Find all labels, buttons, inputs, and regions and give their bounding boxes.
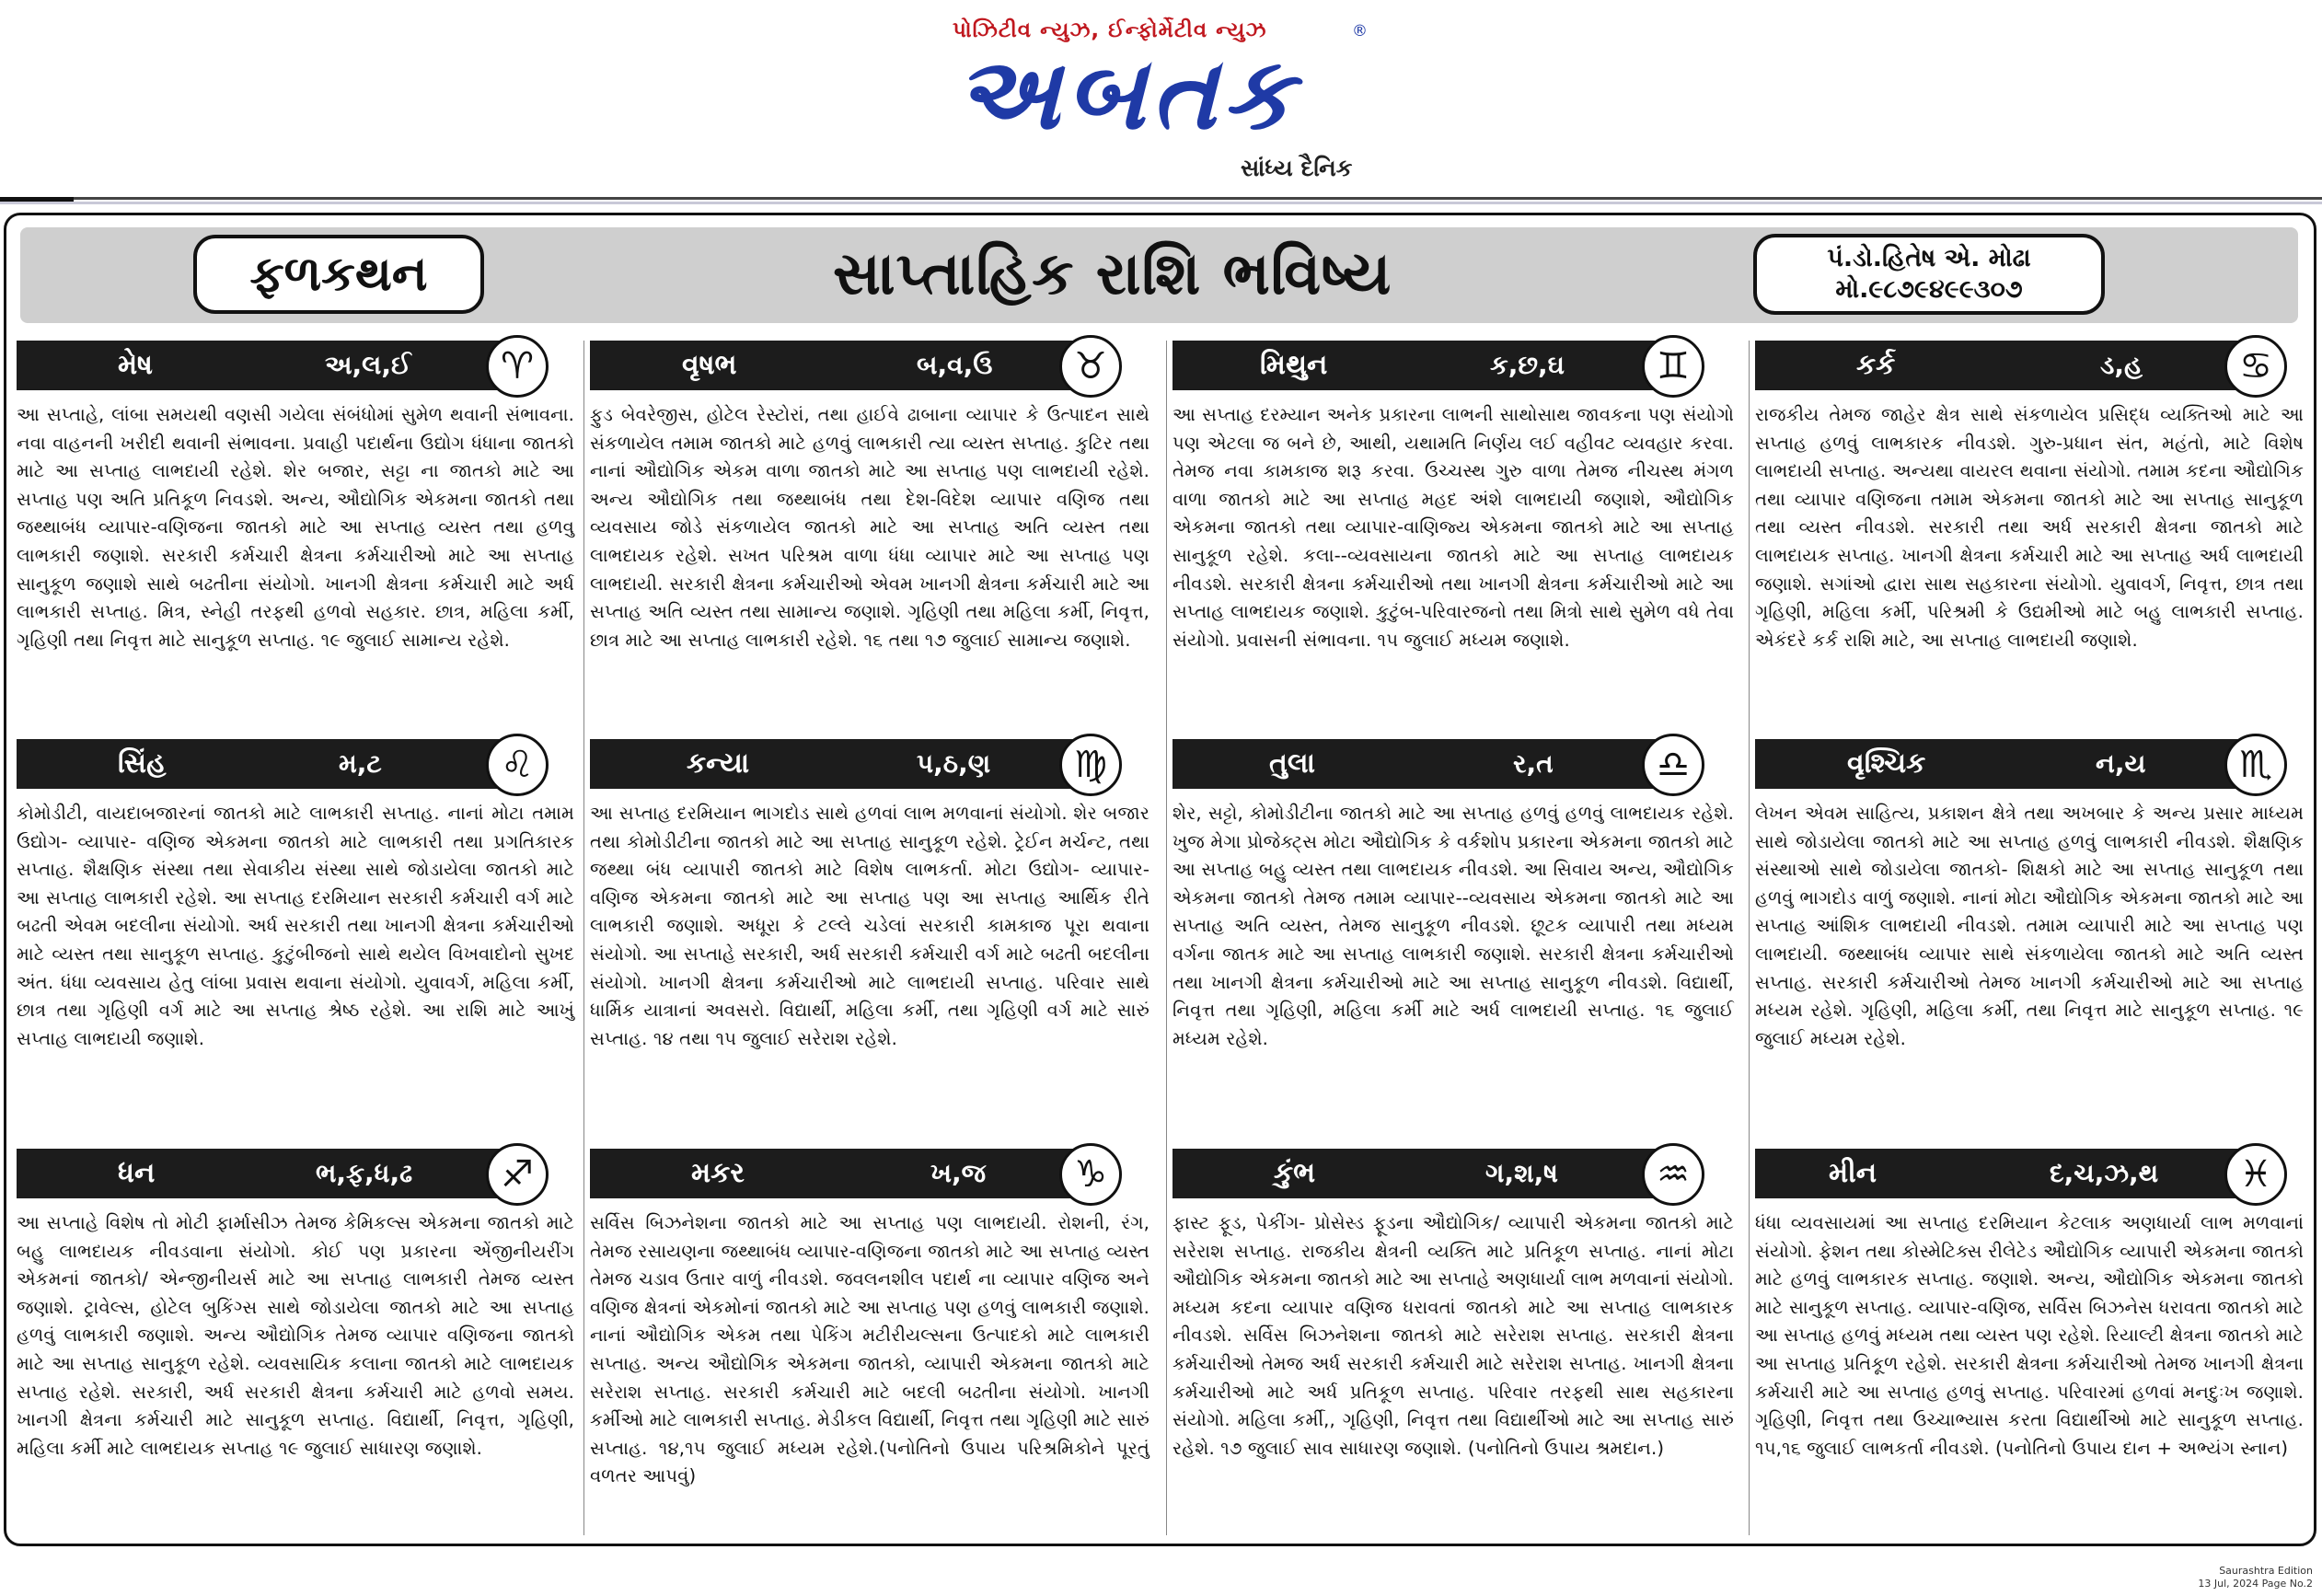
sign-name: સિંહ xyxy=(118,747,167,780)
sign-block-kark xyxy=(1755,341,2305,727)
aries-icon: ♈ xyxy=(486,335,549,398)
virgo-icon: ♍ xyxy=(1059,734,1122,796)
sagittarius-icon: ♐ xyxy=(486,1143,549,1206)
sign-block-mesh xyxy=(17,341,576,727)
sign-header-bar xyxy=(17,1149,518,1198)
libra-icon: ♎ xyxy=(1642,734,1704,796)
sign-forecast-text: આ સપ્તાહ દરમ્યાન અનેક પ્રકારના લાભની સાથોસાથ જાવકના પણ સંયોગો પણ એટલા જ બને છે, આથી, યથામતિ નિર્ણય લઈ વહીવટ વ્યવહાર કરવા. તેમજ નવા કામકાજ શરૂ કરવા. ઉચ્ચસ્થ ગુરુ વાળા તેમજ નીચસ્થ મંગળ વાળા જાતકો માટે આ સપ્તાહ મહદ અંશે લાભદાયી જણાશે, ઔદ્યોગિક એકમના જાતકો તથા વ્યાપાર-વાણિજ્ય એકમના જાતકો માટે આ સપ્તાહ સાનુકૂળ રહેશે. કલા--વ્યવસાયના જાતકો માટે આ સપ્તાહ લાભદાયક નીવડશે. સરકારી ક્ષેત્રના કર્મચારીઓ તથા ખાનગી ક્ષેત્રના કર્મચારીઓ માટે આ સપ્તાહ લાભદાયક જણાશે. કુટુંબ-પરિવારજનો તથા મિત્રો સાથે સુમેળ વધે તેવા સંયોગો. પ્રવાસની સંભાવના. ૧૫ જુલાઈ મધ્યમ જણાશે. xyxy=(1173,404,1734,651)
sign-letters: અ,લ,ઈ xyxy=(325,350,411,380)
cancer-icon: ♋ xyxy=(2224,335,2287,398)
author-name: પં.ડો.હિતેષ એ. મોઢા xyxy=(1827,244,2031,272)
sign-block-makar xyxy=(590,1149,1151,1535)
masthead-tagline: પોઝિટીવ ન્યુઝ, ઈન્ફોર્મેટીવ ન્યુઝ xyxy=(953,18,1267,42)
edition-label: Saurashtra Edition xyxy=(2219,1565,2313,1577)
sign-letters: બ,વ,ઉ xyxy=(917,350,993,380)
page-footer xyxy=(2198,1565,2313,1590)
sign-letters: ર,ત xyxy=(1513,748,1554,779)
sign-block-kanya xyxy=(590,739,1151,1135)
sign-letters: ડ,હ xyxy=(2100,350,2143,380)
column-divider xyxy=(583,341,584,1535)
sign-header-bar xyxy=(17,341,518,390)
sign-forecast-text: રાજકીય તેમજ જાહેર ક્ષેત્ર સાથે સંકળાયેલ પ્રસિદ્ધ વ્યક્તિઓ માટે આ સપ્તાહ હળવું લાભકારક નીવડશે. ગુરુ-પ્રધાન સંત, મહંતો, માટે વિશેષ લાભદાયી સપ્તાહ. અન્યથા વાયરલ થવાના સંયોગો. તમામ કદના ઔદ્યોગિક તથા વ્યાપાર વણિજના તમામ એકમના જાતકો માટે આ સપ્તાહ સાનુકૂળ તથા વ્યસ્ત નીવડશે. સરકારી તથા અર્ધ સરકારી ક્ષેત્રના જાતકો માટે લાભદાયક સપ્તાહ. ખાનગી ક્ષેત્રના કર્મચારી માટે આ સપ્તાહ અર્ધ લાભદાયી જણાશે. સગાંઓ દ્વારા સાથ સહકારના સંયોગો. યુવાવર્ગ, નિવૃત્ત, છાત્ર તથા ગૃહિણી, મહિલા કર્મી, પરિશ્રમી કે ઉદ્યમીઓ માટે બહુ લાભકારી સપ્તાહ. એકંદરે કર્ક રાશિ માટે, આ સપ્તાહ લાભદાયી જણાશે. xyxy=(1755,404,2304,651)
sign-block-vrushchik xyxy=(1755,739,2305,1135)
masthead-rule xyxy=(0,197,2322,200)
sign-letters: ક,છ,ઘ xyxy=(1490,350,1565,380)
masthead xyxy=(0,0,2322,204)
sign-header-bar xyxy=(1173,1149,1674,1198)
sign-block-kumbh xyxy=(1173,1149,1736,1535)
gemini-icon: ♊ xyxy=(1642,335,1704,398)
aquarius-icon: ♒ xyxy=(1642,1143,1704,1206)
sign-forecast-text: આ સપ્તાહે, લાંબા સમયથી વણસી ગયેલા સંબંધોમાં સુમેળ થવાની સંભાવના. નવા વાહનની ખરીદી થવાની સંભાવના. પ્રવાહી પદાર્થના ઉદ્યોગ ધંધાના જાતકો માટે આ સપ્તાહ લાભદાયી રહેશે. શેર બજાર, સટ્ટા ના જાતકો માટે આ સપ્તાહ પણ અતિ પ્રતિકૂળ નિવડશે. અન્ય, ઔદ્યોગિક એકમના જાતકો તથા જથ્થાબંધ વ્યાપાર-વણિજના જાતકો માટે આ સપ્તાહ વ્યસ્ત તથા હળવુ લાભકારી જણાશે. સરકારી કર્મચારી ક્ષેત્રના કર્મચારીઓ માટે આ સપ્તાહ સાનુકૂળ જણાશે સાથે બઢતીના સંયોગો. ખાનગી ક્ષેત્રના કર્મચારી માટે અર્ધ લાભકારી સપ્તાહ. મિત્ર, સ્નેહી તરફથી હળવો સહકાર. છાત્ર, મહિલા કર્મી, ગૃહિણી તથા નિવૃત્ત માટે સાનુકૂળ સપ્તાહ. ૧૯ જુલાઈ સામાન્ય રહેશે. xyxy=(17,404,574,651)
sign-block-mithun xyxy=(1173,341,1736,727)
page-title: સાપ્તાહિક રાશિ ભવિષ્ય xyxy=(833,240,1392,308)
masthead-corner-mark xyxy=(0,197,74,202)
sign-name: મકર xyxy=(691,1157,745,1189)
sign-forecast-text: ફાસ્ટ ફૂડ, પેકીંગ- પ્રોસેસ્ડ ફૂડના ઔદ્યોગિક/ વ્યાપારી એકમના જાતકો માટે સરેરાશ સપ્તાહ. રાજકીય ક્ષેત્રની વ્યક્તિ માટે પ્રતિકૂળ સપ્તાહ. નાનાં મોટા ઔદ્યોગિક એકમના જાતકો માટે આ સપ્તાહે અણધાર્યા લાભ મળવાનાં સંયોગો. મધ્યમ કદના વ્યાપાર વણિજ ધરાવતાં જાતકો માટે આ સપ્તાહ લાભકારક નીવડશે. સર્વિસ બિઝનેશના જાતકો માટે સરેરાશ સપ્તાહ. સરકારી ક્ષેત્રના કર્મચારીઓ તેમજ અર્ધ સરકારી કર્મચારી માટે સરેરાશ સપ્તાહ. ખાનગી ક્ષેત્રના કર્મચારીઓ માટે અર્ધ પ્રતિકૂળ સપ્તાહ. પરિવાર તરફથી સાથ સહકારના સંયોગો. મહિલા કર્મી,, ગૃહિણી, નિવૃત્ત તથા વિદ્યાર્થીઓ માટે આ સપ્તાહ સારું રહેશે. ૧૭ જુલાઈ સાવ સાધારણ જણાશે. (પનોતિનો ઉપાય શ્રમદાન.) xyxy=(1173,1212,1734,1459)
pisces-icon: ♓ xyxy=(2224,1143,2287,1206)
sign-name: મીન xyxy=(1829,1157,1877,1189)
sign-header-bar xyxy=(590,1149,1092,1198)
sign-header-bar xyxy=(1173,739,1674,789)
sign-header-bar xyxy=(17,739,518,789)
column-divider xyxy=(1166,341,1167,1535)
sign-forecast-text: શેર, સટ્ટો, કોમોડીટીના જાતકો માટે આ સપ્તાહ હળવું હળવું લાભદાયક રહેશે. ખુજ મેગા પ્રોજેક્ટ્સ મોટા ઔદ્યોગિક કે વર્કશોપ પ્રકારના એકમના જાતકો માટે આ સપ્તાહ બહુ વ્યસ્ત તથા લાભદાયક નીવડશે. આ સિવાય અન્ય, ઔદ્યોગિક એકમના જાતકો તેમજ તમામ વ્યાપાર--વ્યવસાય એકમના જાતકો માટે આ સપ્તાહ અતિ વ્યસ્ત, તેમજ સાનુકૂળ નીવડશે. છૂટક વ્યાપારી તથા મધ્યમ વર્ગના જાતક માટે આ સપ્તાહ લાભકારી જણાશે. સરકારી ક્ષેત્રના કર્મચારીઓ તથા ખાનગી ક્ષેત્રના કર્મચારીઓ માટે આ સપ્તાહ સાનુકૂળ નીવડશે. વિદ્યાર્થી, નિવૃત્ત તથા ગૃહિણી, મહિલા કર્મી માટે અર્ધ લાભદાયી સપ્તાહ. ૧૬ જુલાઈ મધ્યમ રહેશે. xyxy=(1173,803,1734,1049)
sign-name: કર્ક xyxy=(1856,349,1896,381)
taurus-icon: ♉ xyxy=(1059,335,1122,398)
sign-block-meen xyxy=(1755,1149,2305,1535)
sign-forecast-text: લેખન એવમ સાહિત્ય, પ્રકાશન ક્ષેત્રે તથા અખબાર કે અન્ય પ્રસાર માધ્યમ સાથે જોડાયેલા જાતકો માટે આ સપ્તાહ હળવું લાભકારી નીવડશે. શૈક્ષણિક સંસ્થાઓ સાથે જોડાયેલા જાતકો- શિક્ષકો માટે આ સપ્તાહ સાનુકૂળ તથા હળવું ભાગદોડ વાળું જણાશે. નાનાં મોટા ઔદ્યોગિક એકમના જાતકો માટે આ સપ્તાહ આંશિક લાભદાયી નીવડશે. તમામ વ્યાપારી માટે આ સપ્તાહ પણ લાભદાયી. જથ્થાબંધ વ્યાપાર સાથે સંકળાયેલા જાતકો માટે અતિ વ્યસ્ત સપ્તાહ. સરકારી કર્મચારીઓ તેમજ ખાનગી કર્મચારીઓ માટે આ સપ્તાહ મધ્યમ રહેશે. ગૃહિણી, મહિલા કર્મી, તથા નિવૃત્ત માટે સાનુકૂળ સપ્તાહ. ૧૯ જુલાઈ મધ્યમ રહેશે. xyxy=(1755,803,2304,1049)
sign-header-bar xyxy=(1173,341,1674,390)
sign-letters: પ,ઠ,ણ xyxy=(917,748,991,779)
sign-forecast-text: સર્વિસ બિઝનેશના જાતકો માટે આ સપ્તાહ પણ લાભદાયી. રોશની, રંગ, તેમજ રસાયણના જથ્થાબંધ વ્યાપાર-વણિજના જાતકો માટે આ સપ્તાહ વ્યસ્ત તેમજ ચડાવ ઉતાર વાળું નીવડશે. જવલનશીલ પદાર્થ ના વ્યાપાર વણિજ અને વણિજ ક્ષેત્રનાં એકમોનાં જાતકો માટે આ સપ્તાહ પણ હળવું લાભકારી જણાશે. નાનાં ઔદ્યોગિક એકમ તથા પેકિંગ મટીરીયલ્સના ઉત્પાદકો માટે લાભકારી સપ્તાહ. અન્ય ઔદ્યોગિક એકમના જાતકો, વ્યાપારી એકમના જાતકો માટે સરેરાશ સપ્તાહ. સરકારી કર્મચારી માટે બદલી બઢતીના સંયોગો. ખાનગી કર્મીઓ માટે લાભકારી સપ્તાહ. મેડીકલ વિદ્યાર્થી, નિવૃત્ત તથા ગૃહિણી માટે સારું સપ્તાહ. ૧૪,૧૫ જુલાઈ મધ્યમ રહેશે.(પનોતિનો ઉપાય પરિશ્રમિકોને પૂરતું વળતર આપવું) xyxy=(590,1212,1149,1487)
masthead-rule-light xyxy=(0,202,2322,204)
sign-header-bar xyxy=(590,739,1092,789)
sign-letters: ખ,જ xyxy=(930,1158,987,1188)
sign-block-sinh xyxy=(17,739,576,1135)
sign-block-tula xyxy=(1173,739,1736,1135)
sign-letters: ગ,શ,ષ xyxy=(1485,1158,1558,1188)
sign-forecast-text: ધંધા વ્યવસાયમાં આ સપ્તાહ દરમિયાન કેટલાક અણધાર્યા લાભ મળવાનાં સંયોગો. ફેશન તથા કોસ્મેટિક્સ રીલેટેડ ઔદ્યોગિક વ્યાપારી એકમના જાતકો માટે હળવું લાભકારક સપ્તાહ. જણાશે. અન્ય, ઔદ્યોગિક એકમના જાતકો માટે સાનુકૂળ સપ્તાહ. વ્યાપાર-વણિજ, સર્વિસ બિઝનેસ ધરાવતા જાતકો માટે આ સપ્તાહ હળવું મધ્યમ તથા વ્યસ્ત પણ રહેશે. રિયાલ્ટી ક્ષેત્રના જાતકો માટે આ સપ્તાહ પ્રતિકૂળ રહેશે. સરકારી ક્ષેત્રના કર્મચારીઓ તેમજ ખાનગી ક્ષેત્રના કર્મચારી માટે આ સપ્તાહ હળવું સપ્તાહ. પરિવારમાં હળવાં મનદુઃખ જણાશે. ગૃહિણી, નિવૃત્ત તથા ઉચ્ચાભ્યાસ કરતા વિદ્યાર્થીઓ માટે સાનુકૂળ સપ્તાહ. ૧૫,૧૬ જુલાઈ લાભકર્તા નીવડશે. (પનોતિનો ઉપાય દાન + અભ્યંગ સ્નાન) xyxy=(1755,1212,2304,1459)
edition-date: 13 Jul, 2024 Page No.2 xyxy=(2198,1578,2313,1590)
sign-name: મિથુન xyxy=(1260,349,1328,381)
leo-icon: ♌ xyxy=(486,734,549,796)
sign-letters: ભ,ફ,ધ,ઢ xyxy=(316,1158,413,1188)
masthead-subtitle: સાંધ્ય દૈનિક xyxy=(1241,155,1353,181)
registered-mark: ® xyxy=(1352,22,1368,40)
sign-forecast-text: આ સપ્તાહ દરમિયાન ભાગદોડ સાથે હળવાં લાભ મળવાનાં સંયોગો. શેર બજાર તથા કોમોડીટીના જાતકો માટે આ સપ્તાહ સાનુકૂળ રહેશે. ટ્રેઈન મર્ચન્ટ, તથા જથ્થા બંધ વ્યાપારી જાતકો માટે વિશેષ લાભકર્તા. મોટા ઉદ્યોગ- વ્યાપાર- વણિજ એકમના જાતકો માટે આ સપ્તાહ પણ આ સપ્તાહ આર્થિક રીતે લાભકારી જણાશે. અધૂરા કે ટલ્લે ચડેલાં સરકારી કામકાજ પૂરા થવાના સંયોગો. આ સપ્તાહે સરકારી, અર્ધ સરકારી કર્મચારી વર્ગ માટે બઢતી બદલીના સંયોગો. ખાનગી ક્ષેત્રના કર્મચારીઓ માટે લાભદાયી સપ્તાહ. પરિવાર સાથે ધાર્મિક યાત્રાનાં અવસરો. વિદ્યાર્થી, મહિલા કર્મી, તથા ગૃહિણી વર્ગ માટે સારું સપ્તાહ. ૧૪ તથા ૧૫ જુલાઈ સરેરાશ રહેશે. xyxy=(590,803,1149,1049)
sign-name: કુંભ xyxy=(1274,1157,1316,1189)
sign-letters: મ,ટ xyxy=(339,748,382,779)
section-label: ફળકથન xyxy=(193,235,484,314)
sign-letters: ન,ય xyxy=(2096,748,2146,779)
column-divider xyxy=(1749,341,1750,1535)
capricorn-icon: ♑ xyxy=(1059,1143,1122,1206)
sign-block-vrushabh xyxy=(590,341,1151,727)
sign-name: મેષ xyxy=(118,349,153,381)
scorpio-icon: ♏ xyxy=(2224,734,2287,796)
sign-header-bar xyxy=(590,341,1092,390)
sign-name: વૃષભ xyxy=(682,349,737,381)
sign-header-bar xyxy=(1755,341,2252,390)
sign-name: તુલા xyxy=(1269,747,1315,780)
sign-forecast-text: આ સપ્તાહે વિશેષ તો મોટી ફાર્માસીઝ તેમજ કેમિકલ્સ એકમના જાતકો માટે બહુ લાભદાયક નીવડવાના સંયોગો. કોઈ પણ પ્રકારના એંજીનીયરીંગ એકમનાં જાતકો/ એન્જીનીયર્સ માટે આ સપ્તાહ લાભકારી તેમજ વ્યસ્ત જણાશે. ટ્રાવેલ્સ, હોટેલ બુકિંગ્સ સાથે જોડાયેલા જાતકો માટે આ સપ્તાહ હળવું લાભકારી જણાશે. અન્ય ઔદ્યોગિક તેમજ વ્યાપાર વણિજના જાતકો માટે આ સપ્તાહ સાનુકૂળ રહેશે. વ્યવસાયિક કલાના જાતકો માટે લાભદાયક સપ્તાહ રહેશે. સરકારી, અર્ધ સરકારી ક્ષેત્રના કર્મચારી માટે હળવો સમય. ખાનગી ક્ષેત્રના કર્મચારી માટે સાનુકૂળ સપ્તાહ. વિદ્યાર્થી, નિવૃત્ત, ગૃહિણી, મહિલા કર્મી માટે લાભદાયક સપ્તાહ ૧૯ જુલાઈ સાધારણ જણાશે. xyxy=(17,1212,574,1459)
sign-header-bar xyxy=(1755,739,2252,789)
newspaper-logo: અબતક xyxy=(955,37,1299,152)
sign-forecast-text: ફુડ બેવરેજીસ, હોટેલ રેસ્ટોરાં, તથા હાઈવે ઢાબાના વ્યાપાર કે ઉત્પાદન સાથે સંકળાયેલ તમામ જાતકો માટે હળવું લાભકારી ત્યા વ્યસ્ત સપ્તાહ. કુટિર તથા નાનાં ઔદ્યોગિક એકમ વાળા જાતકો માટે આ સપ્તાહ પણ લાભદાયી રહેશે. અન્ય ઔદ્યોગિક તથા જથ્થાબંધ તથા દેશ-વિદેશ વ્યાપાર વણિજ તથા વ્યવસાય જોડે સંકળાયેલ જાતકો માટે આ સપ્તાહ અતિ વ્યસ્ત તથા લાભદાયક રહેશે. સખત પરિશ્રમ વાળા ધંધા વ્યાપાર માટે આ સપ્તાહ પણ લાભદાયી. સરકારી ક્ષેત્રના કર્મચારીઓ એવમ ખાનગી ક્ષેત્રના કર્મચારી માટે આ સપ્તાહ અતિ વ્યસ્ત તથા સામાન્ય જણાશે. ગૃહિણી તથા મહિલા કર્મી, નિવૃત્ત, છાત્ર માટે આ સપ્તાહ લાભકારી રહેશે. ૧૬ તથા ૧૭ જુલાઈ સામાન્ય જણાશે. xyxy=(590,404,1149,651)
sign-forecast-text: કોમોડીટી, વાયદાબજારનાં જાતકો માટે લાભકારી સપ્તાહ. નાનાં મોટા તમામ ઉદ્યોગ- વ્યાપાર- વણિજ એકમના જાતકો માટે લાભકારી તથા પ્રગતિકારક સપ્તાહ. શૈક્ષણિક સંસ્થા તથા સેવાકીય સંસ્થા સાથે જોડાયેલા જાતકો માટે આ સપ્તાહ લાભકારી રહેશે. આ સપ્તાહ દરમિયાન સરકારી કર્મચારી વર્ગ માટે બઢતી એવમ બદલીના સંયોગો. અર્ધ સરકારી તથા ખાનગી ક્ષેત્રના કર્મચારીઓ માટે વ્યસ્ત તથા સાનુકૂળ સપ્તાહ. કુટુંબીજનો સાથે થયેલ વિખવાદોનો સુખદ અંત. ધંધા વ્યવસાય હેતુ લાંબા પ્રવાસ થવાના સંયોગો. યુવાવર્ગ, મહિલા કર્મી, છાત્ર તથા ગૃહિણી વર્ગ માટે આ સપ્તાહ શ્રેષ્ઠ રહેશે. આ રાશિ માટે આખું સપ્તાહ લાભદાયી જણાશે. xyxy=(17,803,574,1049)
sign-name: વૃશ્ચિક xyxy=(1847,747,1926,780)
sign-name: કન્યા xyxy=(687,747,750,780)
author-phone: મો.૯૮૭૯૪૯૯૩૦૭ xyxy=(1835,275,2023,304)
sign-block-dhan xyxy=(17,1149,576,1535)
author-box xyxy=(1753,234,2105,315)
sign-letters: દ,ચ,ઝ,થ xyxy=(2050,1158,2159,1188)
sign-name: ધન xyxy=(118,1157,156,1189)
